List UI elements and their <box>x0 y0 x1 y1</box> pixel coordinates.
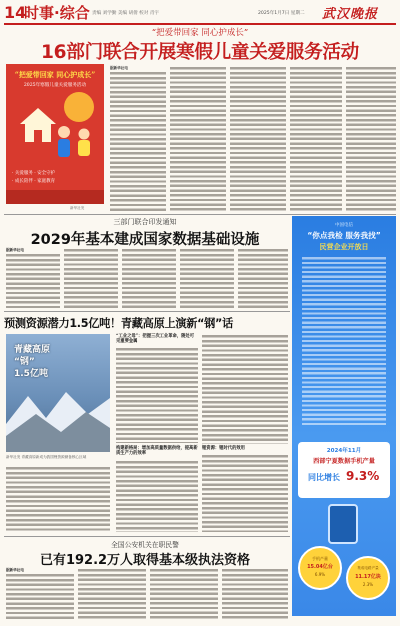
lead-body-col2 <box>170 66 226 211</box>
section-divider-1 <box>4 214 396 215</box>
ad-badge <box>298 442 390 498</box>
section-divider-3 <box>4 536 290 537</box>
lead-headline: 16部门联合开展寒假儿童关爱服务活动 <box>41 42 359 63</box>
paper-name: 武汉晚报 <box>322 7 379 22</box>
story4-body-col4 <box>222 568 288 621</box>
poster-title: “把爱带回家 同心护成长” <box>14 70 96 79</box>
lead-body-col4 <box>290 66 342 211</box>
story2-body-col2 <box>64 248 118 308</box>
coin2-value: 11.17亿块 <box>355 574 381 580</box>
section-title: 时事·综合 <box>24 4 90 22</box>
ad-text-block <box>302 256 386 426</box>
story3-body-mid <box>116 347 198 443</box>
ad-panel <box>292 216 396 616</box>
story3-caption: 新华社发 青藏高原新成为我国锂资源储备核心区域 <box>6 455 87 459</box>
story2-body-col1 <box>6 253 60 308</box>
staff-credits: 责编 刘学勤 美编 胡倩 校对 肖宇 <box>92 11 160 16</box>
ad-coin-chips <box>346 556 390 600</box>
poster-bottom-band <box>6 190 104 204</box>
story3-subhead1: “工业之母”：把握三次工业革命，随处可见重要金属 <box>116 334 194 345</box>
ad-badge-date: 2024年11月 <box>326 448 362 454</box>
story2-body-col5 <box>238 248 288 308</box>
story2-headline: 2029年基本建成国家数据基础设施 <box>30 232 260 248</box>
page-number: 14 <box>4 3 27 22</box>
lead-poster <box>6 64 104 204</box>
ad-title1: “你点我检 服务我找” <box>307 231 381 240</box>
story2-body-col4 <box>180 248 234 308</box>
story2-body-col3 <box>122 248 176 308</box>
story3-body-right <box>202 334 288 444</box>
coin2-label: 集成电路产量 <box>357 566 379 570</box>
story3-subhead2: 构建新格局：增加高质量数据供给，提高新质生产力的效率 <box>116 446 198 457</box>
poster-item1: · 关爱服务 · 安全守护 <box>12 171 56 176</box>
section-divider-2 <box>4 311 290 312</box>
story3-body-left <box>6 466 110 532</box>
story4-kicker: 全国公安机关在职民警 <box>111 541 179 549</box>
story4-dateline: 据新华社电 <box>6 568 24 572</box>
story3-subhead3: 锂资源：锂时代的效用 <box>202 446 245 451</box>
photo-overlay-text: 青藏高原 “钢” 1.5亿吨 <box>14 345 51 379</box>
ad-phone-illustration <box>328 504 358 544</box>
coin1-label: 手机产量 <box>312 556 328 561</box>
poster-sun <box>64 92 94 122</box>
story4-headline: 已有192.2万人取得基本级执法资格 <box>39 553 251 568</box>
ad-title2: 民营企业开放日 <box>319 243 369 251</box>
coin2-change: 2.3% <box>362 582 374 587</box>
poster-children <box>54 124 100 164</box>
story4-body-col2 <box>78 568 146 621</box>
poster-item2: · 成长陪伴 · 家庭教育 <box>12 179 56 184</box>
lead-body-col5 <box>346 66 396 211</box>
story4-body-col3 <box>150 568 218 621</box>
story2-kicker: 三部门联合印发通知 <box>113 218 177 226</box>
lead-body-col1 <box>110 71 166 211</box>
coin1-value: 15.04亿台 <box>307 564 333 570</box>
issue-date: 2025年1月7日 星期二 <box>258 11 305 16</box>
poster-house <box>18 106 58 144</box>
poster-subtitle: 2025年寒假儿童关爱服务活动 <box>23 83 87 88</box>
lead-body-col3 <box>230 66 286 211</box>
story3-body-right2 <box>202 454 288 532</box>
story3-headline: 预测资源潜力1.5亿吨！青藏高原上演新“钢”话 <box>4 317 234 330</box>
story2-dateline: 据新华社电 <box>6 248 24 252</box>
story3-body-mid2 <box>116 460 198 532</box>
story3-photo <box>6 334 110 452</box>
ad-coin-phones <box>298 546 342 590</box>
ad-stat-value: 9.3% <box>346 469 380 483</box>
poster-caption: 新华社发 <box>70 206 85 210</box>
coin1-change: 6.9% <box>314 572 326 577</box>
ad-badge-title: 西部宁夏数据手机产量 <box>313 458 375 465</box>
masthead-rule <box>4 23 396 25</box>
story4-body-col1 <box>6 573 74 621</box>
ad-stat-label: 同比增长 <box>308 473 340 482</box>
lead-dateline: 据新华社电 <box>110 66 128 70</box>
ad-org: 中国电信 <box>335 223 353 228</box>
lead-kicker: “把爱带回家 同心护成长” <box>151 28 249 38</box>
